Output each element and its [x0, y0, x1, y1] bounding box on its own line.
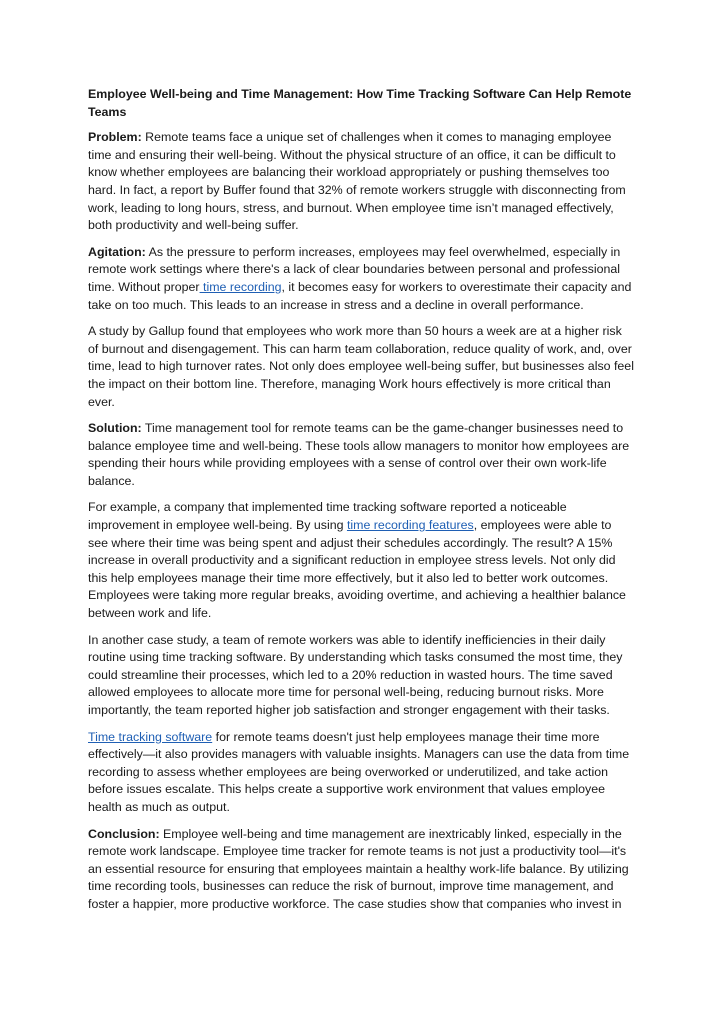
agitation-text-before: As the pressure to perform increases, employees may feel overwhelmed, especially in remote work settings where there's a lack of clear boundaries between personal and professional time. Without proper [88, 244, 621, 294]
problem-text: Remote teams face a unique set of challenges when it comes to managing employee time and ensuring their well-being. Without the physical structure of an office, it can be difficult to know whether employees are balancing their workload appropriately or pushing themselves too hard. In fact, a report by Buffer found that 32% of remote workers struggle with disconnecting from work, leading to long hours, stress, and burnout. When employee time isn’t managed effectively, both productivity and well-being suffer. [88, 130, 626, 233]
conclusion-paragraph [88, 826, 634, 914]
problem-lead: Problem: [88, 130, 142, 145]
gallup-paragraph: A study by Gallup found that employees who work more than 50 hours a week are at a higher risk of burnout and disengagement. This can harm team collaboration, reduce quality of work, and, over time, lead to high turnover rates. Not only does employee well-being suffer, but businesses also feel the impact on their bottom line. Therefore, managing Work hours effectively is more critical than ever. [88, 324, 634, 409]
solution-paragraph [88, 420, 634, 490]
tracking-text-after: for remote teams doesn't just help employees manage their time more effectively—it also provides managers with valuable insights. Managers can use the data from time recording to assess whether employees are being overworked or underutilized, and take action before issues escalate. This helps create a supportive work environment that values employee health as much as output. [88, 729, 630, 814]
problem-paragraph [88, 129, 634, 235]
example-text-before: For example, a company that implemented time tracking software reported a noticeable improvement in employee well-being. By using [88, 500, 567, 533]
solution-text: Time management tool for remote teams can be the game-changer businesses need to balance employee time and well-being. These tools allow managers to monitor how employees are spending their hours while providing employees with a sense of control over their own work-life balance. [88, 421, 630, 488]
agitation-lead: Agitation: [88, 244, 146, 259]
example-text-after: , employees were able to see where their time was being spent and adjust their schedules accordingly. The result? A 15% increase in overall productivity and a significant reduction in employee stress levels. Not only did this help employees manage their time more effectively, but it also led to better work outcomes. Employees were taking more regular breaks, avoiding overtime, and achieving a healthier balance between work and life. [88, 518, 626, 621]
example-paragraph [88, 499, 634, 622]
agitation-text-after: , it becomes easy for workers to overestimate their capacity and take on too much. This leads to an increase in stress and a decline in overall performance. [88, 279, 632, 312]
conclusion-text: Employee well-being and time management are inextricably linked, especially in the remote work landscape. Employee time tracker for remote teams is not just a productivity tool—it's an essential resource for ensuring that employees maintain a healthy work-life balance. By utilizing time recording tools, businesses can reduce the risk of burnout, improve time management, and foster a happier, more productive workforce. The case studies show that companies who invest in [88, 826, 629, 911]
solution-lead: Solution: [88, 421, 142, 436]
conclusion-lead: Conclusion: [88, 826, 160, 841]
case-study-paragraph: In another case study, a team of remote workers was able to identify inefficiencies in their daily routine using time tracking software. By understanding which tasks consumed the most time, they could streamline their processes, which led to a 20% reduction in wasted hours. The time saved allowed employees to allocate more time for personal well-being, reducing burnout risks. More importantly, the team reported higher job satisfaction and stronger engagement with their tasks. [88, 632, 623, 717]
time-tracking-software-link[interactable]: Time tracking software [88, 729, 213, 744]
time-recording-features-link[interactable]: time recording features [346, 518, 474, 533]
tracking-paragraph [88, 729, 634, 817]
document-title: Employee Well-being and Time Management: How Time Tracking Software Can Help Remote Teams [88, 87, 632, 119]
agitation-paragraph [88, 244, 634, 314]
time-recording-link[interactable]: time recording [199, 279, 282, 294]
